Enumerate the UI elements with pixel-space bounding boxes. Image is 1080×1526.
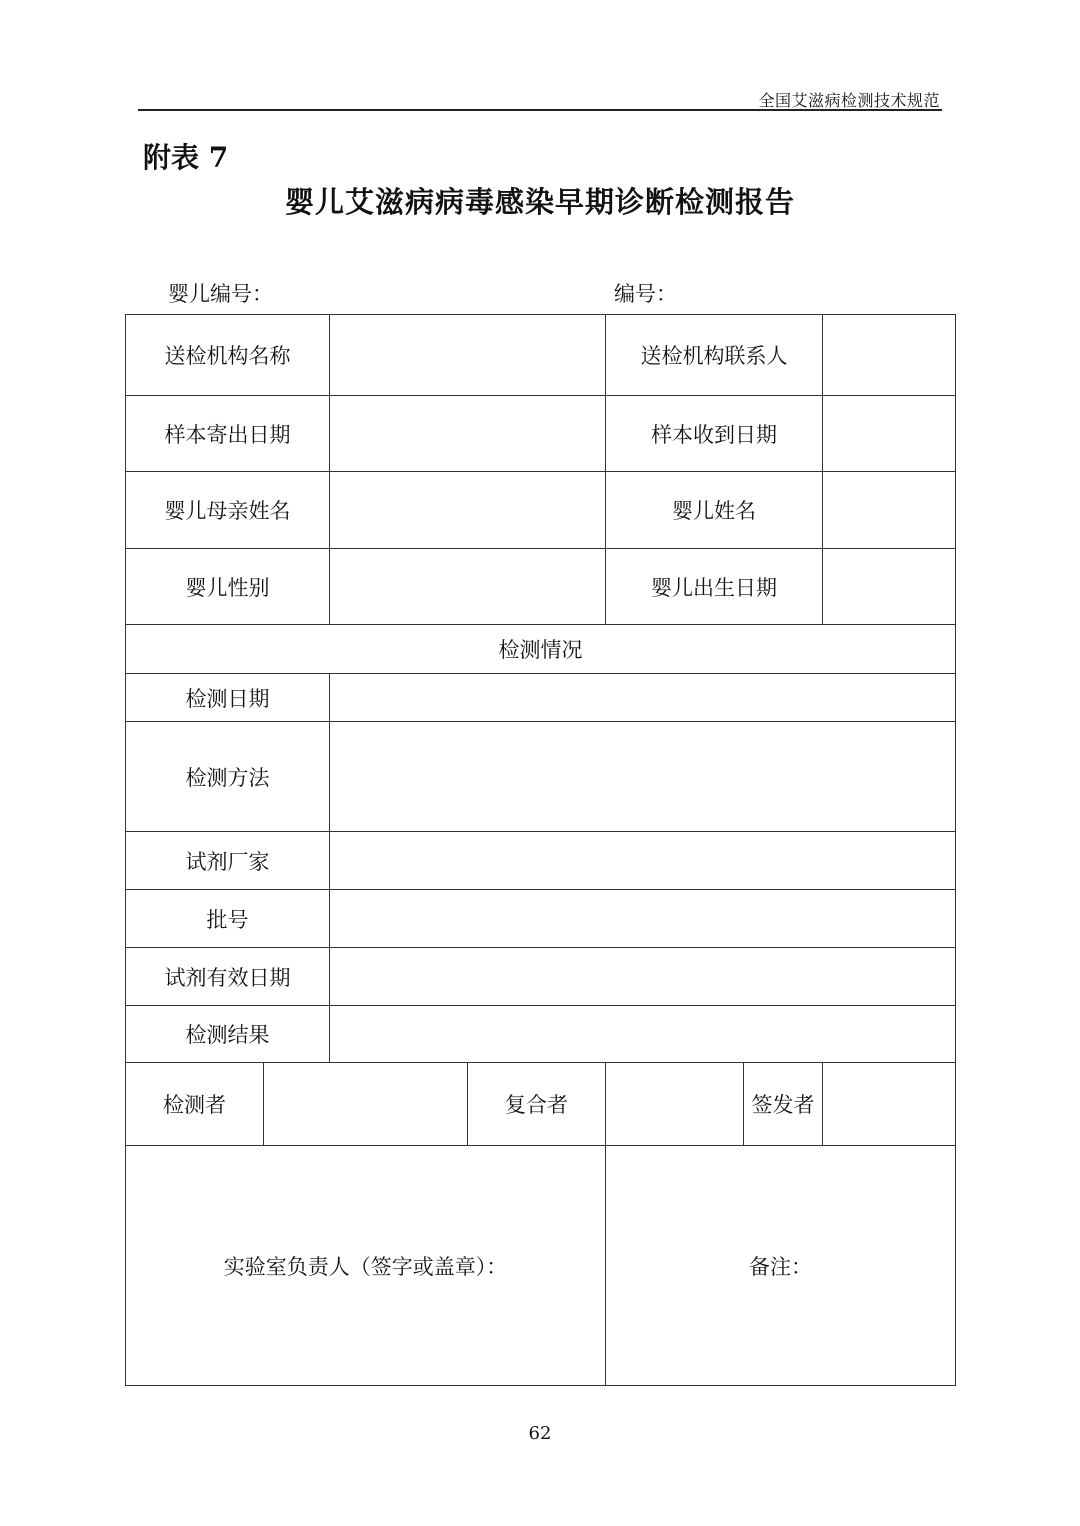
test-row bbox=[126, 832, 956, 890]
form-row bbox=[126, 472, 956, 549]
field-label: 婴儿母亲姓名 bbox=[126, 472, 330, 549]
field-value[interactable] bbox=[823, 396, 956, 472]
notes-row bbox=[126, 1146, 956, 1386]
test-value[interactable] bbox=[330, 832, 956, 890]
page-title: 婴儿艾滋病病毒感染早期诊断检测报告 bbox=[284, 185, 795, 219]
test-row bbox=[126, 890, 956, 948]
issuer-label: 签发者 bbox=[744, 1063, 823, 1146]
field-label: 样本收到日期 bbox=[606, 396, 823, 472]
test-value[interactable] bbox=[330, 890, 956, 948]
page-number: 62 bbox=[528, 1423, 552, 1444]
lab-head-label: 实验室负责人（签字或盖章）： bbox=[223, 1254, 508, 1279]
test-label: 试剂有效日期 bbox=[126, 948, 330, 1006]
running-header: 全国艾滋病检测技术规范 bbox=[758, 91, 940, 110]
field-value[interactable] bbox=[330, 472, 606, 549]
field-value[interactable] bbox=[823, 315, 956, 396]
test-label: 试剂厂家 bbox=[126, 832, 330, 890]
field-label: 婴儿性别 bbox=[126, 549, 330, 625]
test-row bbox=[126, 674, 956, 722]
test-row bbox=[126, 722, 956, 832]
section-row bbox=[126, 625, 956, 674]
field-label: 送检机构名称 bbox=[126, 315, 330, 396]
lab-head-signature-box[interactable] bbox=[126, 1146, 606, 1386]
test-value[interactable] bbox=[330, 722, 956, 832]
remarks-label: 备注： bbox=[749, 1254, 812, 1279]
field-value[interactable] bbox=[330, 396, 606, 472]
header-rule bbox=[138, 109, 942, 111]
field-value[interactable] bbox=[823, 472, 956, 549]
field-label: 婴儿姓名 bbox=[606, 472, 823, 549]
form-row bbox=[126, 315, 956, 396]
tester-label: 检测者 bbox=[126, 1063, 264, 1146]
test-value[interactable] bbox=[330, 674, 956, 722]
reviewer-label: 复合者 bbox=[468, 1063, 606, 1146]
signer-row bbox=[126, 1063, 956, 1146]
test-row bbox=[126, 1006, 956, 1063]
form-row bbox=[126, 549, 956, 625]
issuer-signature[interactable] bbox=[823, 1063, 956, 1146]
field-value[interactable] bbox=[330, 549, 606, 625]
field-value[interactable] bbox=[330, 315, 606, 396]
number-label: 编号： bbox=[614, 282, 677, 306]
test-label: 检测日期 bbox=[126, 674, 330, 722]
form-row bbox=[126, 396, 956, 472]
test-label: 检测结果 bbox=[126, 1006, 330, 1063]
test-value[interactable] bbox=[330, 1006, 956, 1063]
test-label: 批号 bbox=[126, 890, 330, 948]
test-row bbox=[126, 948, 956, 1006]
test-label: 检测方法 bbox=[126, 722, 330, 832]
tester-signature[interactable] bbox=[264, 1063, 468, 1146]
infant-id-label: 婴儿编号： bbox=[168, 282, 273, 306]
reviewer-signature[interactable] bbox=[606, 1063, 744, 1146]
remarks-box[interactable] bbox=[606, 1146, 956, 1386]
field-label: 送检机构联系人 bbox=[606, 315, 823, 396]
report-form bbox=[125, 314, 956, 1386]
appendix-label: 附表 7 bbox=[143, 141, 229, 174]
section-heading: 检测情况 bbox=[126, 625, 956, 674]
test-value[interactable] bbox=[330, 948, 956, 1006]
field-label: 样本寄出日期 bbox=[126, 396, 330, 472]
field-value[interactable] bbox=[823, 549, 956, 625]
field-label: 婴儿出生日期 bbox=[606, 549, 823, 625]
